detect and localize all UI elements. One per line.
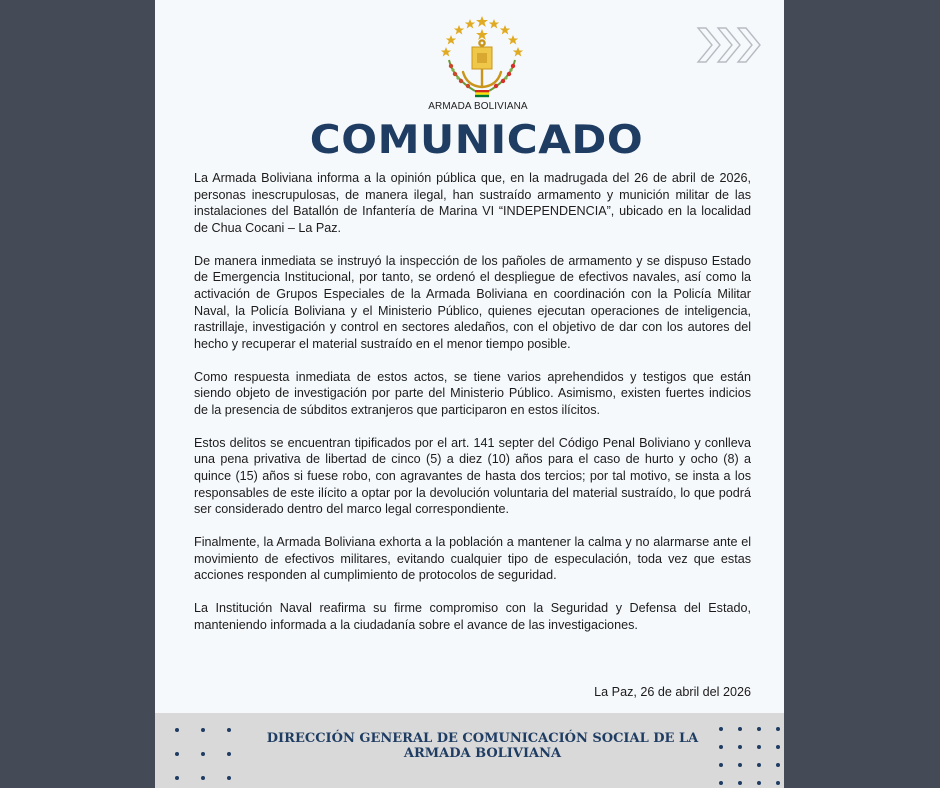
paragraph: Finalmente, la Armada Boliviana exhorta a la población a mantener la calma y no alarmarse ante el movimiento de efectivos militares, evitando cualquier tipo de especulación, toda vez que estas acciones responden al cumplimiento de protocolos de seguridad. xyxy=(194,535,751,583)
communique-page xyxy=(155,0,784,788)
page-title: COMUNICADO xyxy=(309,118,644,163)
organization-label: ARMADA BOLIVIANA xyxy=(428,101,528,112)
footer-line-2: ARMADA BOLIVIANA xyxy=(403,746,562,761)
paragraph: La Institución Naval reafirma su firme compromiso con la Seguridad y Defensa del Estado, manteniendo informada a la ciudadanía sobre el avance de las investigaciones. xyxy=(194,601,751,633)
date-line: La Paz, 26 de abril del 2026 xyxy=(594,685,751,699)
footer-signature xyxy=(155,731,784,761)
paragraph: De manera inmediata se instruyó la inspección de los pañoles de armamento y se dispuso Estado de Emergencia Institucional, por tanto, se ordenó el despliegue de efectivos navales, así como la activación de Grupos Especiales de la Armada Boliviana en coordinación con la Policía Militar Naval, la Policía Boliviana y el Ministerio Público, quienes ejecutan operaciones de inteligencia, rastrillaje, investigación y control en sectores aledaños, con el objetivo de dar con los autores del hecho y recuperar el material sustraído en el menor tiempo posible. xyxy=(194,253,751,351)
dot-grid-decoration xyxy=(719,727,780,785)
footer-line-1: DIRECCIÓN GENERAL DE COMUNICACIÓN SOCIAL DE LA xyxy=(266,731,699,746)
triple-chevron-right-icon xyxy=(696,26,764,64)
paragraph: Estos delitos se encuentran tipificados por el art. 141 septer del Código Penal Boliviano y conlleva una pena privativa de libertad de cinco (5) a diez (10) años para el caso de hurto y ocho (8) a quince (15) años si fuese robo, con agravantes de hasta dos tercios; por tal motivo, se insta a los responsables de este ilícito a optar por la devolución voluntaria del material sustraído, lo que podrá ser considerado dentro del marco legal correspondiente. xyxy=(194,435,751,517)
paragraph: La Armada Boliviana informa a la opinión pública que, en la madrugada del 26 de abril de 2026, personas inescrupulosas, de manera ilegal, han sustraído armamento y munición militar de las instalaciones del Batallón de Infantería de Marina VI “INDEPENDENCIA”, ubicado en la localidad de Chua Cocani – La Paz. xyxy=(194,171,751,235)
armada-boliviana-emblem-icon xyxy=(439,14,525,100)
communique-body xyxy=(194,170,751,650)
paragraph: Como respuesta inmediata de estos actos, se tiene varios aprehendidos y testigos que están siendo objeto de investigación por parte del Ministerio Público. Asimismo, existen fuertes indicios de la presencia de súbditos extranjeros que participaron en estos ilícitos. xyxy=(194,369,751,417)
footer-band xyxy=(155,713,784,788)
